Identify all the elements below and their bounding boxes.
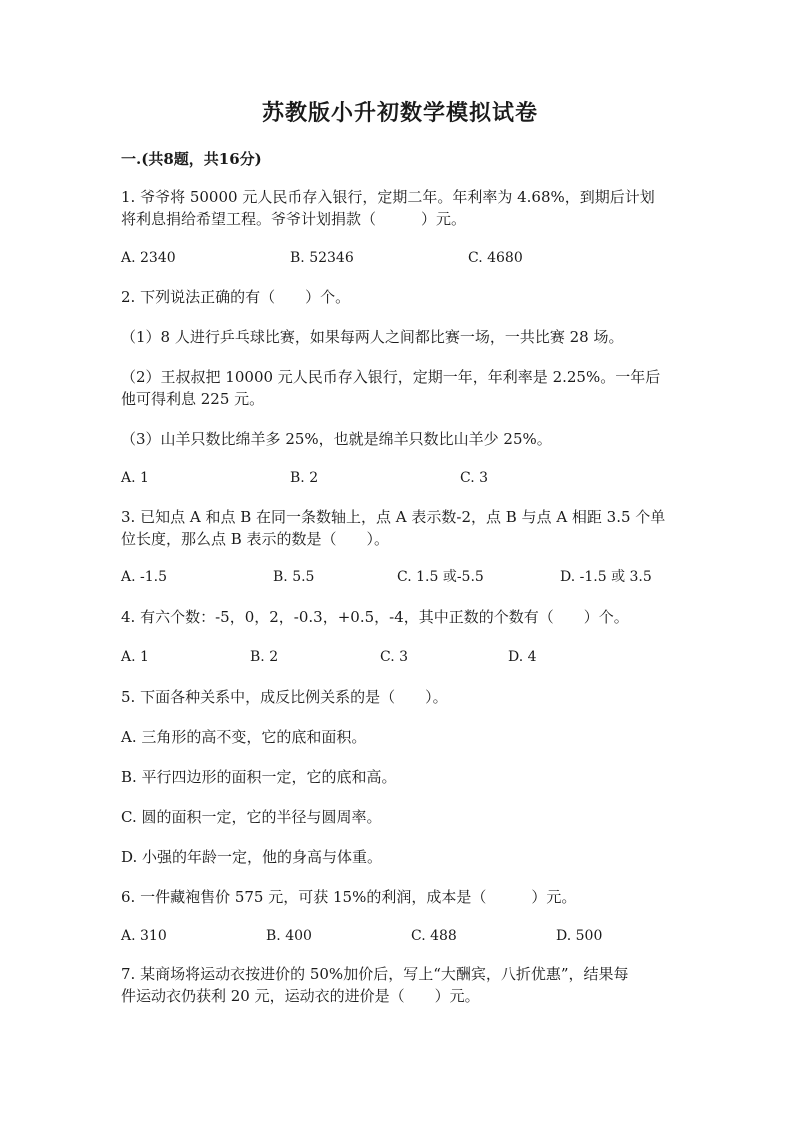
q5-option-b: B. 平行四边形的面积一定，它的底和高。 <box>121 768 397 786</box>
q4-option-b: B. 2 <box>250 649 279 665</box>
q1-line-2: 将利息捐给希望工程。爷爷计划捐款（ ）元。 <box>121 210 467 228</box>
q3-line-2: 位长度，那么点 B 表示的数是（ ）。 <box>121 530 390 548</box>
q1-line-1: 1. 爷爷将 50000 元人民币存入银行，定期二年。年利率为 4.68%，到期后计划 <box>121 188 655 206</box>
q3-option-c: C. 1.5 或-5.5 <box>397 569 484 585</box>
q6-option-c: C. 488 <box>411 928 457 944</box>
q2-statement-2-line-2: 他可得利息 225 元。 <box>121 390 265 408</box>
q4-line-1: 4. 有六个数：-5，0，2，-0.3，+0.5，-4，其中正数的个数有（ ）个。 <box>121 608 629 626</box>
q6-option-a: A. 310 <box>121 928 167 944</box>
q5-option-d: D. 小强的年龄一定，他的身高与体重。 <box>121 848 383 866</box>
q2-stem: 2. 下列说法正确的有（ ）个。 <box>121 288 351 306</box>
q3-option-d: D. -1.5 或 3.5 <box>560 569 652 585</box>
q1-option-b: B. 52346 <box>290 250 354 266</box>
q4-option-c: C. 3 <box>380 649 409 665</box>
q3-option-a: A. -1.5 <box>121 569 168 585</box>
q2-statement-1: （1）8 人进行乒乓球比赛，如果每两人之间都比赛一场，一共比赛 28 场。 <box>121 328 624 346</box>
q2-statement-3: （3）山羊只数比绵羊多 25%，也就是绵羊只数比山羊少 25%。 <box>121 430 552 448</box>
q4-option-d: D. 4 <box>508 649 537 665</box>
q5-stem: 5. 下面各种关系中，成反比例关系的是（ ）。 <box>121 688 448 706</box>
q2-option-a: A. 1 <box>121 470 149 486</box>
q1-option-a: A. 2340 <box>121 250 176 266</box>
q6-option-b: B. 400 <box>266 928 312 944</box>
q2-option-b: B. 2 <box>290 470 319 486</box>
q5-option-c: C. 圆的面积一定，它的半径与圆周率。 <box>121 808 382 826</box>
q5-option-a: A. 三角形的高不变，它的底和面积。 <box>121 728 367 746</box>
q2-statement-2-line-1: （2）王叔叔把 10000 元人民币存入银行，定期一年，年利率是 2.25%。一年后 <box>121 368 661 386</box>
q3-option-b: B. 5.5 <box>273 569 315 585</box>
q2-option-c: C. 3 <box>460 470 489 486</box>
q6-line-1: 6. 一件藏袍售价 575 元，可获 15%的利润，成本是（ ）元。 <box>121 888 577 906</box>
q1-option-c: C. 4680 <box>468 250 523 266</box>
q4-option-a: A. 1 <box>121 649 149 665</box>
section-heading: 一.(共8题，共16分) <box>121 150 262 168</box>
q7-line-1: 7. 某商场将运动衣按进价的 50%加价后，写上“大酬宾，八折优惠”，结果每 <box>121 965 629 983</box>
q7-line-2: 件运动衣仍获利 20 元，运动衣的进价是（ ）元。 <box>121 987 480 1005</box>
exam-title: 苏教版小升初数学模拟试卷 <box>261 100 538 126</box>
q6-option-d: D. 500 <box>556 928 603 944</box>
q3-line-1: 3. 已知点 A 和点 B 在同一条数轴上，点 A 表示数-2，点 B 与点 A 相距 3.5 个单 <box>121 508 666 526</box>
